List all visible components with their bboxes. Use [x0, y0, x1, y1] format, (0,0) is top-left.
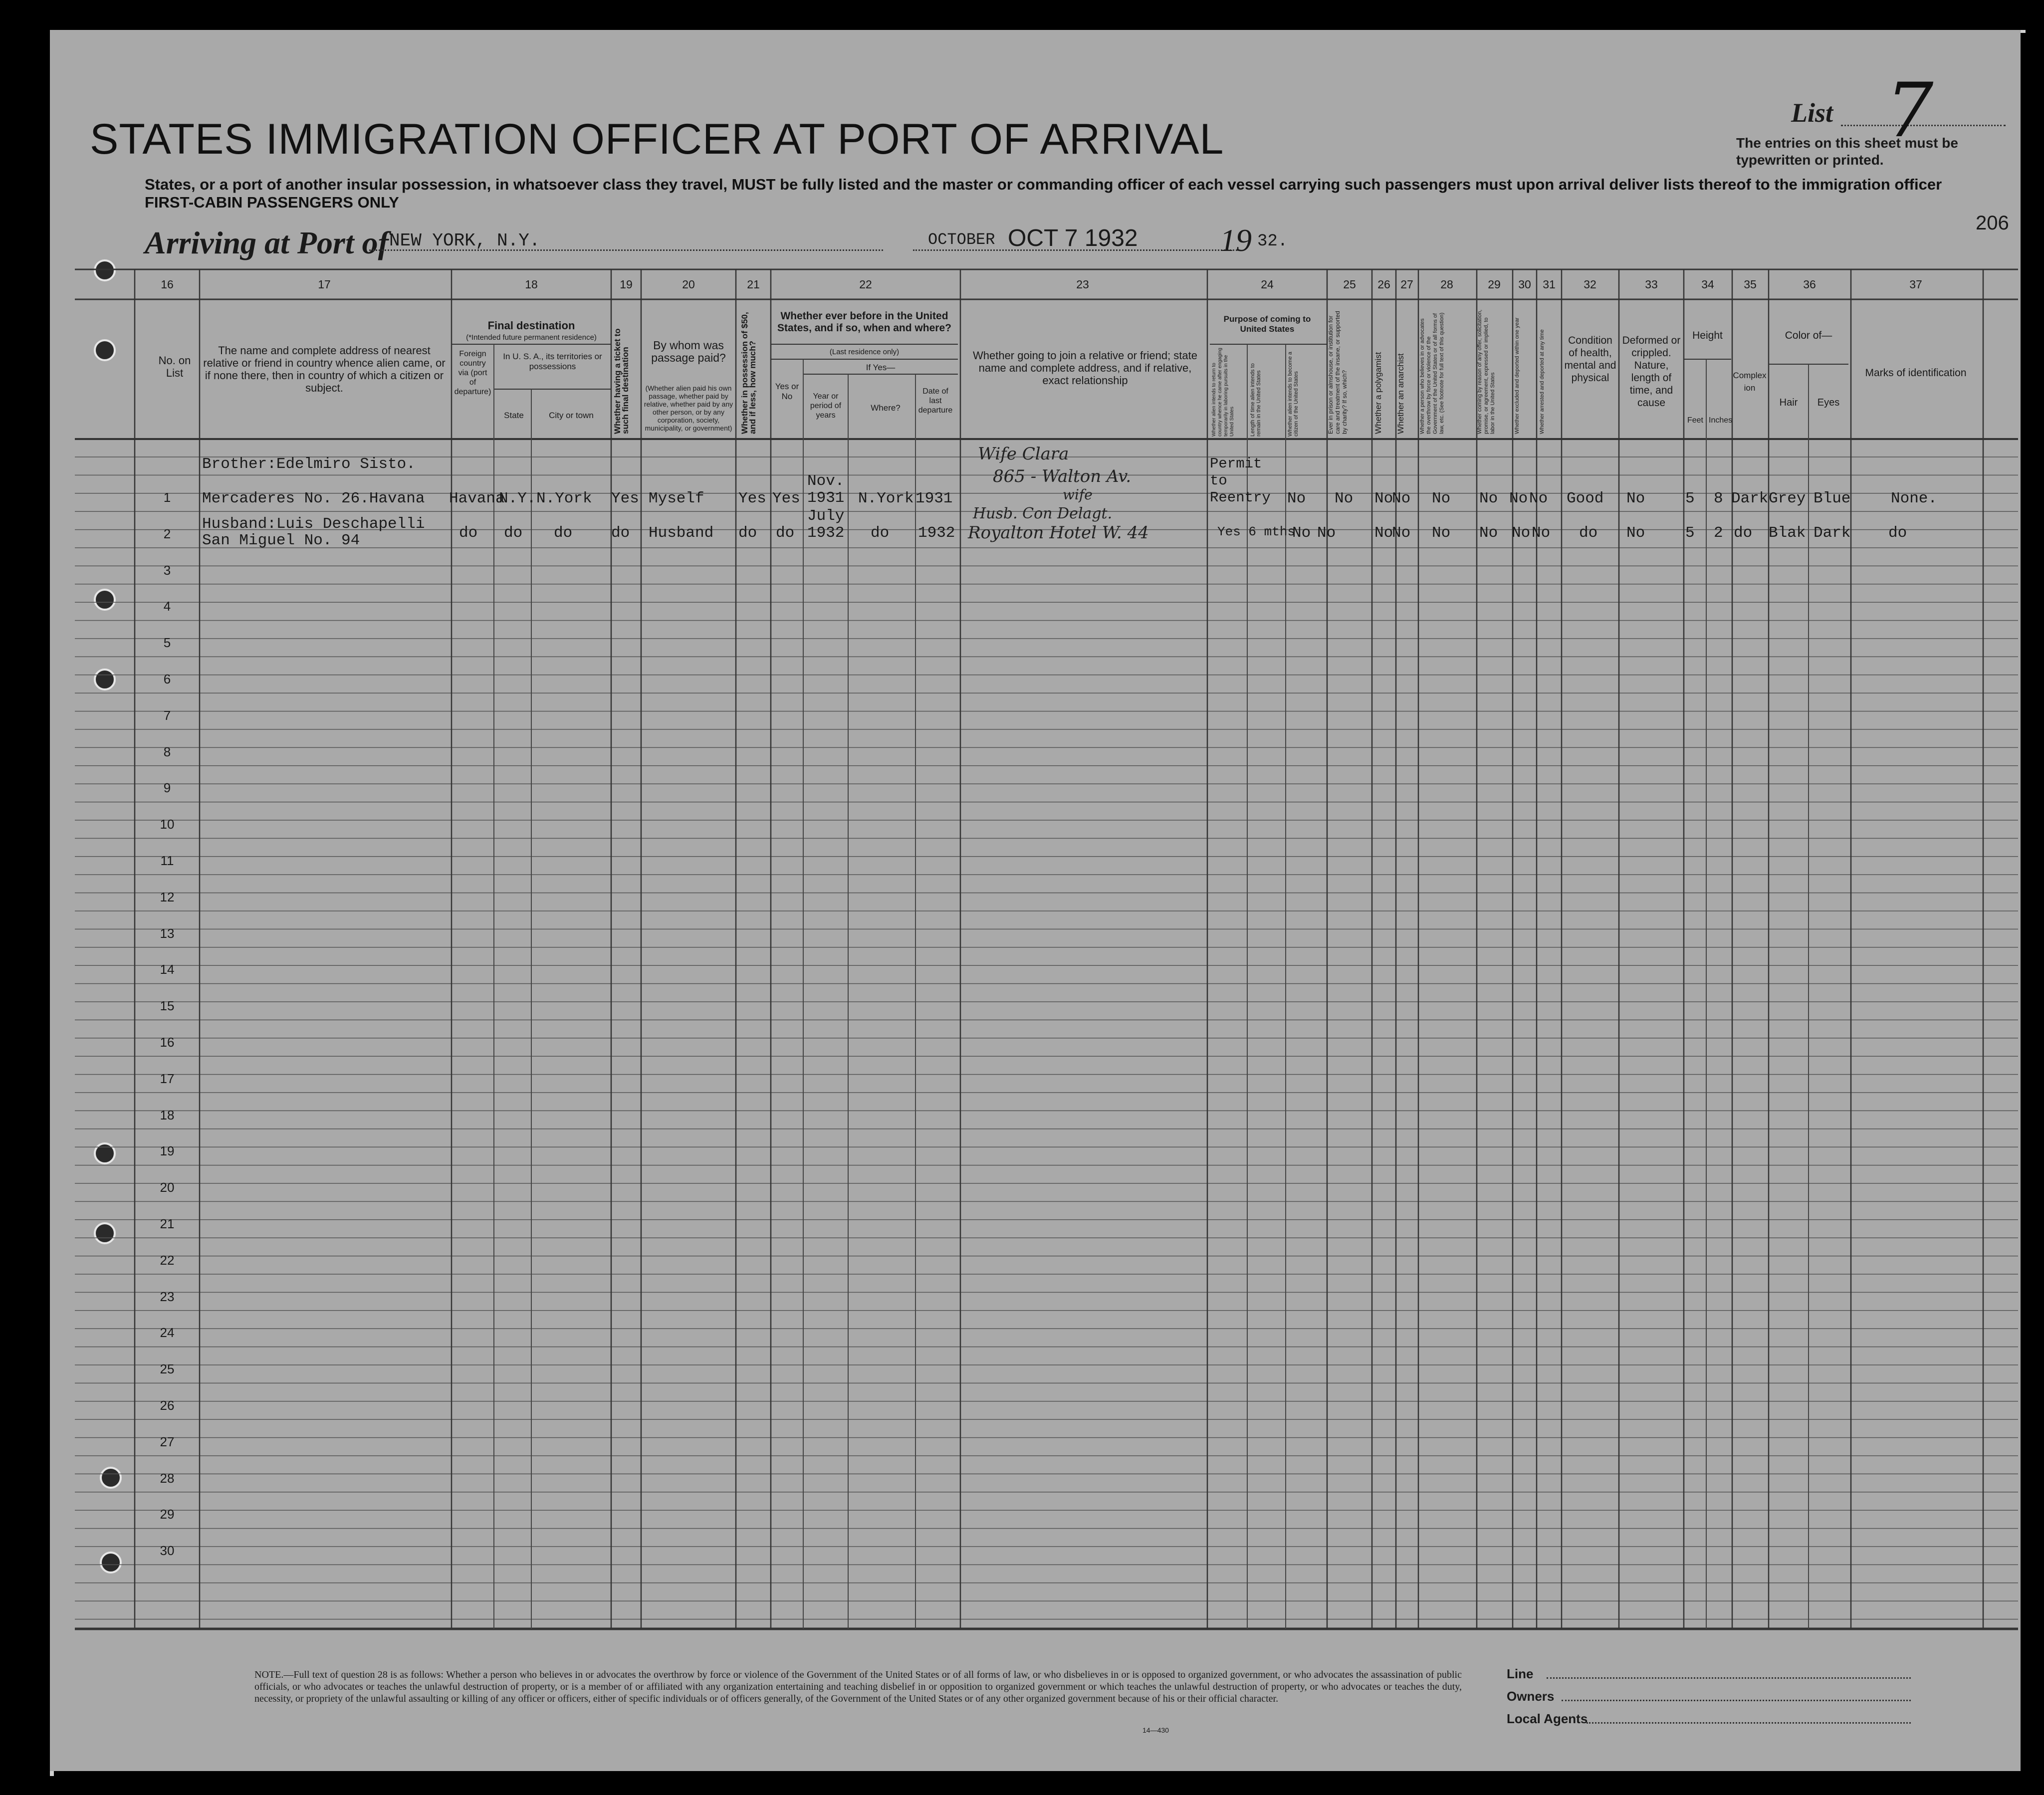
- row2-last-departure: 1932: [918, 524, 955, 542]
- row-number: 24: [160, 1325, 175, 1341]
- row-number: 20: [160, 1180, 175, 1195]
- row-number: 9: [163, 780, 171, 796]
- class-line: FIRST-CABIN PASSENGERS ONLY: [145, 194, 399, 211]
- column-number: 21: [747, 278, 760, 291]
- row1-excluded: No: [1509, 490, 1528, 507]
- row-number: 27: [160, 1434, 175, 1449]
- row2-state: do: [504, 524, 523, 542]
- row-number: 29: [160, 1507, 175, 1522]
- row2-labor: No: [1479, 524, 1498, 542]
- row2-where: do: [871, 524, 890, 542]
- column-number: 16: [161, 278, 174, 291]
- row1-relative-line2: Mercaderes No. 26.Havana: [202, 490, 425, 507]
- row1-join-handwriting: 865 - Walton Av.: [993, 466, 1132, 486]
- row2-join-handwriting: Husb. Con Delagt.: [973, 505, 1113, 522]
- column-number: 29: [1488, 278, 1501, 291]
- row2-q28: No: [1432, 524, 1451, 542]
- row1-where: N.York: [858, 490, 914, 507]
- row1-paid-by: Myself: [649, 490, 704, 507]
- row2-arrested: No: [1532, 524, 1551, 542]
- row-number: 15: [160, 998, 175, 1014]
- header-anarchist: Whether an anarchist: [1396, 353, 1405, 434]
- row2-before: do: [776, 524, 795, 542]
- column-number: 23: [1076, 278, 1089, 291]
- row2-ticket: do: [611, 524, 630, 542]
- row2-relative-line1: Husband:Luis Deschapelli: [202, 515, 425, 533]
- header-health: Condition of health, mental and physical: [1564, 335, 1616, 384]
- row1-length: No: [1287, 490, 1306, 507]
- header-final-destination: Final destination: [487, 319, 575, 332]
- row2-prison: No: [1317, 524, 1336, 542]
- header-in-usa: In U. S. A., its territories or possessions: [503, 352, 602, 371]
- row-number: 1: [163, 490, 171, 505]
- port-value: NEW YORK, N.Y.: [389, 230, 540, 251]
- column-number: 36: [1803, 278, 1816, 291]
- column-number: 20: [682, 278, 695, 291]
- row-number: 28: [160, 1470, 175, 1486]
- date-typed: OCTOBER: [928, 230, 995, 249]
- row1-deformed: No: [1626, 490, 1645, 507]
- row1-labor: No: [1479, 490, 1498, 507]
- header-purpose-citizen: Whether alien intends to become a citizen of the United States: [1287, 352, 1299, 437]
- row-number: 18: [160, 1107, 175, 1122]
- row2-polygamist: No: [1374, 524, 1393, 542]
- row-number: 17: [160, 1071, 175, 1086]
- row2-city: do: [554, 524, 573, 542]
- row2-join-handwriting: Royalton Hotel W. 44: [968, 523, 1149, 543]
- row2-anarchist: No: [1392, 524, 1411, 542]
- header-inches: Inches: [1709, 416, 1733, 425]
- row1-before: Yes: [772, 490, 800, 507]
- row2-complexion: do: [1734, 524, 1753, 542]
- row1-polygamist: No: [1374, 490, 1393, 507]
- local-agents-label: Local Agents: [1507, 1711, 1588, 1726]
- header-deformed: Deformed or crippled. Nature, length of time, and cause: [1622, 335, 1681, 409]
- column-number: 32: [1584, 278, 1596, 291]
- header-feet: Feet: [1687, 416, 1703, 425]
- row1-ticket: Yes: [611, 490, 639, 507]
- row1-health: Good: [1567, 490, 1604, 507]
- row1-city: N.York: [536, 490, 592, 507]
- list-number: 7: [1886, 67, 1934, 154]
- owners-signature-line: [1562, 1700, 1911, 1701]
- header-purpose: Purpose of coming to United States: [1223, 314, 1311, 334]
- header-eyes: Eyes: [1817, 397, 1840, 408]
- row-number: 13: [160, 925, 175, 941]
- header-ticket: Whether having a ticket to such final destination: [613, 328, 630, 434]
- row-number: 19: [160, 1143, 175, 1159]
- row-number: 25: [160, 1361, 175, 1377]
- row2-year: July 1932: [807, 507, 845, 542]
- header-nearest-relative: The name and complete address of nearest relative or friend in country whence alien came, or if none there, then in country of which a citizen or subject.: [203, 344, 446, 394]
- header-excluded: Whether excluded and deported within one year: [1514, 317, 1520, 434]
- header-question-28: Whether a person who believes in or advocates the overthrow by force or violence of the Government of the United States or of all forms of law, etc. (See footnote for full text of this question): [1419, 312, 1445, 434]
- row2-relative-line2: San Miguel No. 94: [202, 532, 360, 549]
- header-marks: Marks of identification: [1865, 367, 1967, 379]
- row-number: 21: [160, 1216, 175, 1231]
- owners-label: Owners: [1507, 1689, 1555, 1704]
- row-number: 10: [160, 817, 175, 832]
- row1-q28: No: [1432, 490, 1451, 507]
- column-number: 22: [859, 278, 872, 291]
- header-state: State: [504, 411, 524, 420]
- row2-length: No: [1292, 524, 1311, 542]
- line-signature-line: [1547, 1677, 1911, 1679]
- row1-join-handwriting: Wife Clara: [978, 444, 1069, 464]
- year-suffix: 32.: [1257, 232, 1288, 251]
- header-ever-before: Whether ever before in the United States, and if so, when and where?: [777, 310, 951, 334]
- notice-line: States, or a port of another insular possession, in whatsoever class they travel, MUST be fully listed and the master or commanding officer of each vessel carrying such passengers must upon arrival deliver lists thereof to the immigration officer: [145, 176, 1942, 193]
- row2-foreign: do: [459, 524, 478, 542]
- column-number: 18: [525, 278, 538, 291]
- row-number: 5: [163, 635, 171, 651]
- list-label: List: [1791, 98, 1833, 128]
- row-number: 2: [163, 526, 171, 541]
- row2-feet: 5: [1685, 524, 1695, 542]
- row2-marks: do: [1888, 524, 1907, 542]
- row2-hair: Blak: [1769, 524, 1806, 542]
- header-fifty-dollars: Whether in possession of $50, and if less, how much?: [740, 312, 757, 434]
- column-number: 19: [620, 278, 633, 291]
- header-yes-no: Yes or No: [775, 382, 799, 401]
- row-number: 14: [160, 962, 175, 977]
- row-number: 6: [163, 672, 171, 686]
- header-if-yes: If Yes—: [866, 363, 896, 372]
- column-number: 34: [1701, 278, 1714, 291]
- header-color-of: Color of—: [1785, 330, 1832, 341]
- column-number: 24: [1261, 278, 1274, 291]
- row1-feet: 5: [1685, 490, 1695, 507]
- header-final-destination-sub: (*Intended future permanent residence): [466, 333, 597, 342]
- row1-join-handwriting: wife: [1063, 486, 1093, 503]
- row1-arrested: No: [1529, 490, 1548, 507]
- row1-state: N.Y.: [499, 490, 536, 507]
- row1-year: Nov. 1931: [807, 472, 845, 507]
- row-number: 4: [163, 599, 171, 614]
- column-number: 25: [1343, 278, 1356, 291]
- row-number: 30: [160, 1543, 175, 1559]
- header-purpose-return: Whether alien intends to return to country whence he came after engaging temporarily in laboring pursuits in the United States: [1211, 348, 1235, 437]
- year-prefix: 19: [1220, 223, 1252, 258]
- header-labor-offer: Whether coming by reason of any offer, solicitation, promise, or agreement, expressed or implied, to labor in the United States: [1477, 309, 1496, 434]
- row-number: 7: [163, 707, 171, 723]
- form-code: 14—430: [1142, 1726, 1169, 1734]
- column-number: 26: [1377, 278, 1390, 291]
- column-number: 33: [1645, 278, 1658, 291]
- row-number: 22: [160, 1252, 175, 1268]
- header-going-to-join: Whether going to join a relative or friend; state name and complete address, and if relative, exact relationship: [972, 349, 1198, 387]
- header-complexion: Complexion: [1733, 371, 1767, 393]
- page-corner-number: 206: [1976, 212, 2009, 234]
- header-foreign-country: Foreign country via (port of departure): [454, 350, 491, 396]
- header-city: City or town: [549, 411, 594, 420]
- row1-anarchist: No: [1392, 490, 1411, 507]
- arriving-label: Arriving at Port of: [145, 225, 389, 260]
- line-label: Line: [1507, 1666, 1534, 1681]
- column-number: 37: [1909, 278, 1922, 291]
- header-no-on-list: No. on List: [158, 354, 191, 379]
- header-polygamist: Whether a polygamist: [1373, 352, 1383, 434]
- row1-relative-line1: Brother:Edelmiro Sisto.: [202, 455, 416, 473]
- row1-money: Yes: [738, 490, 766, 507]
- row2-deformed: No: [1626, 524, 1645, 542]
- row2-purpose: Yes 6 mths: [1217, 524, 1296, 539]
- row1-inches: 8: [1714, 490, 1723, 507]
- column-number: 27: [1400, 278, 1413, 291]
- header-hair: Hair: [1779, 397, 1798, 408]
- header-passage-paid-sub: (Whether alien paid his own passage, whether paid by relative, whether paid by any other person, or by any corporation, society, municipality, or government): [644, 384, 733, 432]
- header-purpose-length: Length of time alien intends to remain in the United States: [1250, 363, 1262, 437]
- footnote-question-28: NOTE.—Full text of question 28 is as follows: Whether a person who believes in or advocates the overthrow by force or violence of the Government of the United States or of all forms of law, or who disbelieves in or is opposed to organized government, or who advocates the assassination of public officials, or who advocates or teaches the unlawful destruction of property, or is a member of or affiliated with any organization entertaining and teaching disbelief in or opposition to organized government or which teaches the unlawful destruction of property, or who advocates or teaches the duty, necessity, or propriety of the unlawful assaulting or killing of any officer or officers, either of specific individuals or of officers generally, of the Government of the United States or of any other organized government because of his or their official character.: [254, 1669, 1462, 1704]
- row1-complexion: Dark: [1731, 490, 1769, 507]
- row1-marks: None.: [1891, 490, 1938, 507]
- column-number: 17: [318, 278, 331, 291]
- row-number: 12: [160, 889, 175, 904]
- page-title: STATES IMMIGRATION OFFICER AT PORT OF ARRIVAL: [90, 115, 1224, 163]
- column-number: 28: [1440, 278, 1453, 291]
- row1-hair: Grey: [1769, 490, 1806, 507]
- row1-last-departure: 1931: [915, 490, 953, 507]
- column-number: 31: [1543, 278, 1556, 291]
- header-where: Where?: [871, 403, 901, 413]
- date-stamp: OCT 7 1932: [1008, 225, 1138, 251]
- row2-inches: 2: [1714, 524, 1723, 542]
- row2-paid-by: Husband: [649, 524, 714, 542]
- column-number: 30: [1518, 278, 1531, 291]
- header-arrested: Whether arrested and deported at any time: [1539, 329, 1545, 434]
- row-number: 11: [160, 853, 174, 868]
- row2-eyes: Dark: [1814, 524, 1851, 542]
- header-height: Height: [1692, 330, 1723, 341]
- row2-excluded: No: [1512, 524, 1531, 542]
- header-ever-before-sub: (Last residence only): [829, 348, 900, 356]
- row-number: 23: [160, 1289, 175, 1304]
- row1-foreign: Havana: [449, 490, 505, 507]
- header-prison: Ever in prison or almshouse, or institution for care and treatment of the insane, or supported by charity? If so, which?: [1327, 311, 1348, 434]
- row1-prison: No: [1335, 490, 1354, 507]
- row-number: 26: [160, 1398, 175, 1413]
- row2-money: do: [738, 524, 757, 542]
- row2-health: do: [1579, 524, 1598, 542]
- header-passage-paid: By whom was passage paid?: [651, 339, 726, 364]
- local-agents-signature-line: [1587, 1722, 1911, 1724]
- row-number: 16: [160, 1035, 175, 1050]
- column-number: 35: [1744, 278, 1757, 291]
- row1-purpose: Permit to Reentry: [1210, 455, 1271, 506]
- header-year-period: Year or period of years: [810, 392, 842, 420]
- row-number: 8: [163, 744, 171, 759]
- header-date-last-departure: Date of last departure: [918, 387, 953, 415]
- entries-note: The entries on this sheet must be typewritten or printed.: [1736, 135, 1958, 168]
- row-number: 3: [163, 562, 171, 578]
- row1-eyes: Blue: [1814, 490, 1851, 507]
